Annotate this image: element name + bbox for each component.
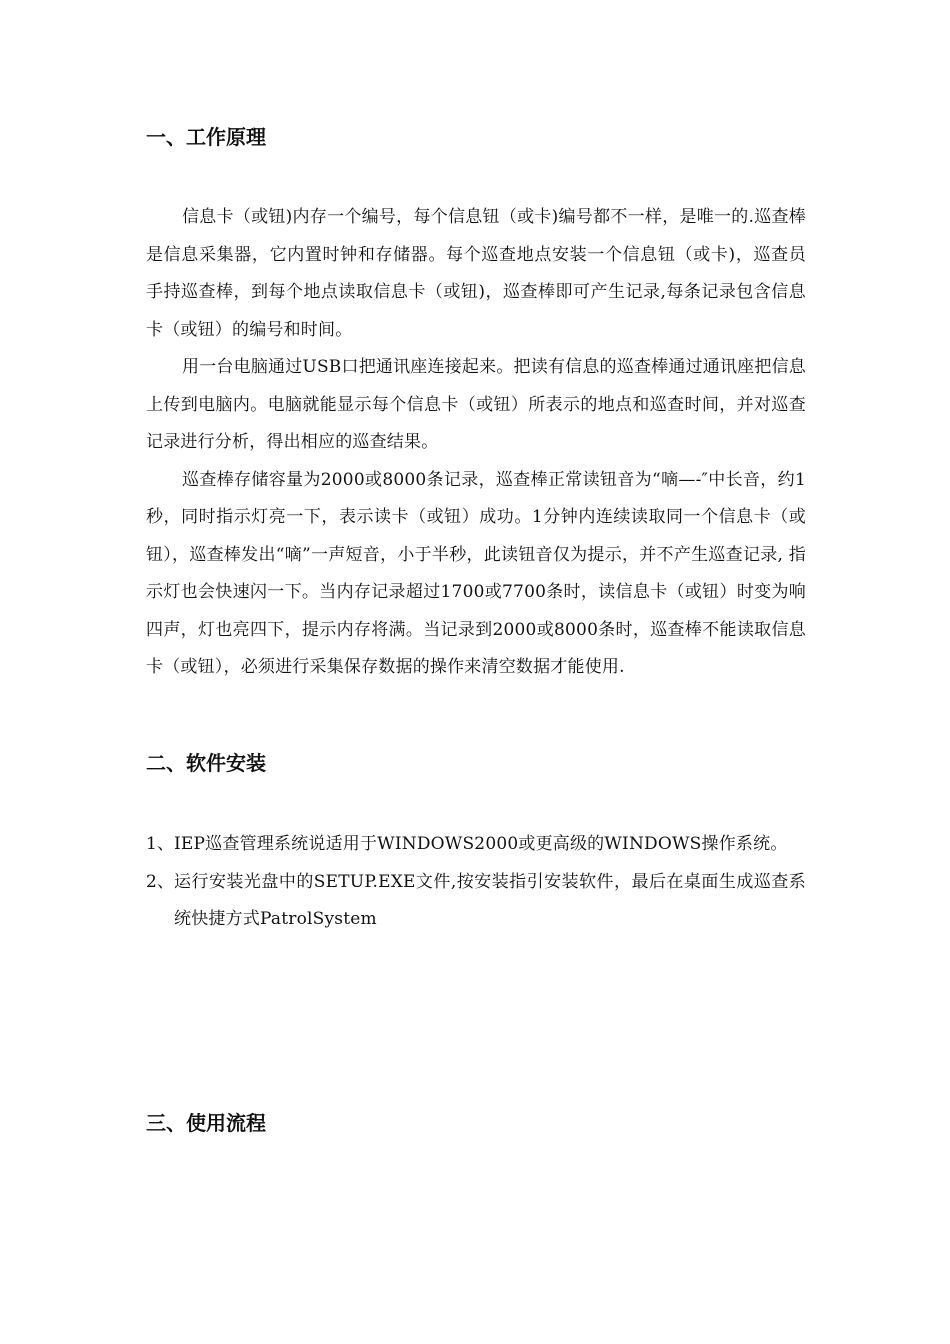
- section-heading-software-install: 二、软件安装: [146, 751, 266, 775]
- list-item-text: 运行安装光盘中的SETUP.EXE文件,按安装指引安装软件，最后在桌面生成巡查系统快捷方式PatrolSystem: [174, 871, 806, 929]
- install-steps-list: [146, 826, 806, 939]
- list-item-number: 2、: [146, 871, 175, 892]
- paragraph: 信息卡（或钮)内存一个编号，每个信息钮（或卡)编号都不一样，是唯一的.巡查棒是信息采集器，它内置时钟和存储器。每个巡查地点安装一个信息钮（或卡)，巡查员手持巡查棒，到每个地点读取信息卡（或钮)，巡查棒即可产生记录,每条记录包含信息卡（或钮）的编号和时间。: [146, 207, 806, 340]
- paragraph: 巡查棒存储容量为2000或8000条记录，巡查棒正常读钮音为“嘀—-″中长音，约1秒，同时指示灯亮一下，表示读卡（或钮）成功。1分钟内连续读取同一个信息卡（或钮），巡查棒发出“嘀”一声短音，小于半秒，此读钮音仅为提示，并不产生巡查记录, 指示灯也会快速闪一下。当内存记录超过1700或7700条时，读信息卡（或钮）时变为响四声，灯也亮四下，提示内存将满。当记录到2000或8000条时，巡查棒不能读取信息卡（或钮），必须进行采集保存数据的操作来清空数据才能使用.: [146, 469, 806, 677]
- list-item: [146, 864, 806, 939]
- list-item: [146, 826, 806, 864]
- paragraph: 用一台电脑通过USB口把通讯座连接起来。把读有信息的巡查棒通过通讯座把信息上传到电脑内。电脑就能显示每个信息卡（或钮）所表示的地点和巡查时间，并对巡查记录进行分析，得出相应的巡查结果。: [146, 357, 806, 452]
- section-heading-working-principle: 一、工作原理: [146, 125, 266, 149]
- section-body-working-principle: [146, 199, 806, 687]
- section-heading-usage-process: 三、使用流程: [146, 1111, 266, 1135]
- list-item-number: 1、: [146, 834, 175, 854]
- list-item-text: IEP巡查管理系统说适用于WINDOWS2000或更高级的WINDOWS操作系统。: [174, 834, 788, 854]
